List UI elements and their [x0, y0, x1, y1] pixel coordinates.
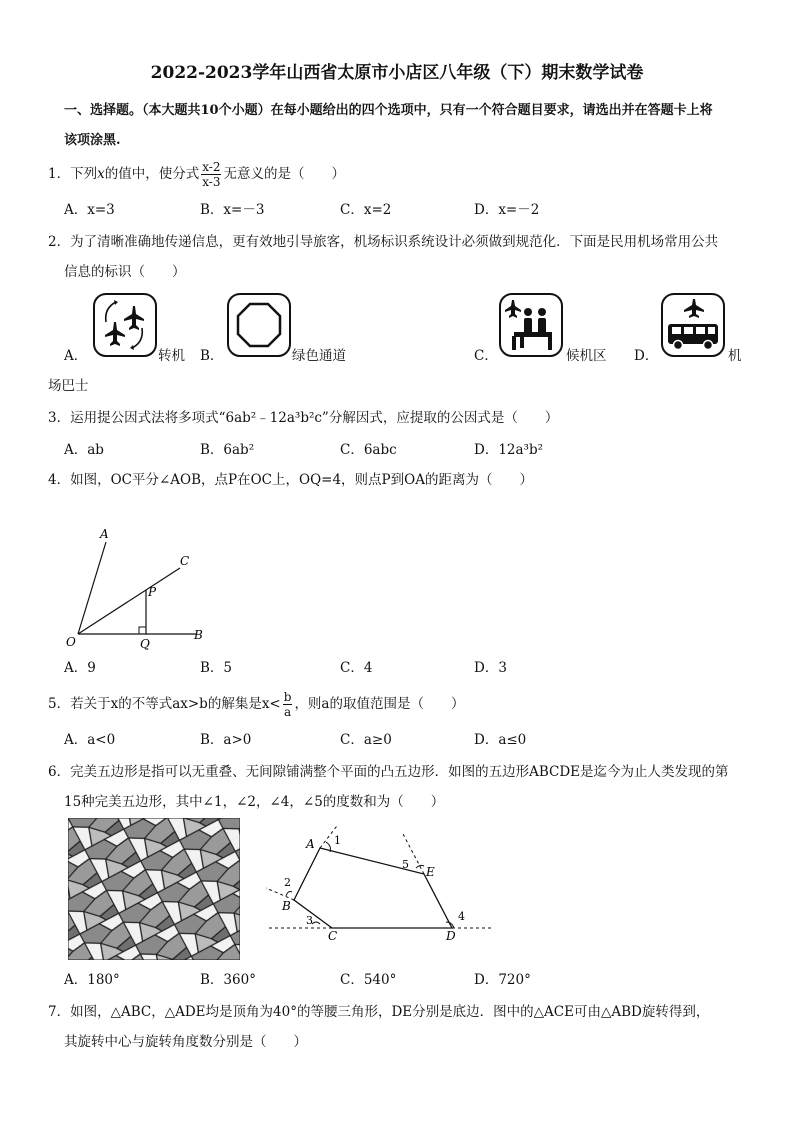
q6-label-4: 4	[458, 910, 465, 923]
question-1	[48, 160, 345, 189]
q2-option-d-label-wrap: 场巴士	[48, 378, 89, 394]
q2-option-d-label: 机	[728, 348, 742, 364]
q6-option-c[interactable]: C．540°	[340, 972, 397, 988]
q3-option-d[interactable]: D．12a³b²	[474, 442, 544, 458]
question-4: 4．如图，OC平分∠AOB，点P在OC上，OQ=4，则点P到OA的距离为（ ）	[48, 472, 533, 488]
q4-label-p: P	[148, 585, 157, 599]
section-line-2: 该项涂黑.	[64, 133, 121, 148]
q1-option-a[interactable]: A．x=3	[64, 202, 115, 218]
q6-label-5: 5	[402, 858, 409, 871]
q4-label-b: B	[194, 628, 203, 642]
section-heading	[64, 96, 754, 156]
q6-label-d: D	[446, 929, 456, 943]
q6-option-b[interactable]: B．360°	[200, 972, 256, 988]
section-line-1: 一、选择题。（本大题共10个小题）在每小题给出的四个选项中，只有一个符合题目要求，请选出并在答题卡上将	[64, 103, 713, 118]
q4-option-a[interactable]: A．9	[64, 660, 96, 676]
q1-option-d[interactable]: D．x=－2	[474, 202, 540, 218]
question-6-line-2: 15种完美五边形，其中∠1，∠2，∠4，∠5的度数和为（ ）	[64, 794, 445, 810]
q6-label-1: 1	[334, 834, 341, 847]
q6-label-e: E	[426, 865, 435, 879]
q4-option-b[interactable]: B．5	[200, 660, 233, 676]
q4-label-o: O	[66, 635, 76, 649]
q4-label-c: C	[180, 554, 190, 568]
q1-option-b[interactable]: B．x=－3	[200, 202, 265, 218]
pentagon-abcde-figure	[262, 826, 502, 946]
q1-text-pre: 1．下列	[48, 166, 98, 182]
q4-option-d[interactable]: D．3	[474, 660, 507, 676]
question-2-line-1: 2．为了清晰准确地传递信息，更有效地引导旅客，机场标识系统设计必须做到规范化．下面是民用机场常用公共	[48, 234, 719, 250]
waiting-area-sign-icon	[498, 292, 564, 358]
q5-numerator: b	[283, 690, 292, 704]
q1-denominator: x-3	[202, 175, 221, 189]
q5-text-post: ，则a的取值范围是（ ）	[294, 696, 465, 712]
q2-option-d-letter[interactable]: D．	[634, 348, 659, 364]
q6-label-2: 2	[284, 876, 291, 889]
airport-bus-sign-icon	[660, 292, 726, 358]
q6-label-c: C	[328, 929, 338, 943]
q1-text-mid: 的值中，使分式	[104, 166, 200, 182]
pentagon-tiling-image	[68, 818, 240, 960]
question-2-line-2: 信息的标识（ ）	[64, 264, 186, 280]
q2-option-c-label: 候机区	[566, 348, 607, 364]
question-3: 3．运用提公因式法将多项式“6ab²﹣12a³b²c”分解因式，应提取的公因式是（ ）	[48, 410, 559, 426]
q5-fraction	[283, 690, 293, 719]
q6-label-a: A	[306, 837, 315, 851]
q1-option-c[interactable]: C．x=2	[340, 202, 392, 218]
q6-option-a[interactable]: A．180°	[64, 972, 120, 988]
q1-numerator: x-2	[202, 160, 221, 174]
q2-option-c-letter[interactable]: C．	[474, 348, 498, 364]
q5-denominator: a	[284, 705, 292, 719]
q2-option-a-label: 转机	[158, 348, 185, 364]
transfer-sign-icon	[92, 292, 158, 358]
q5-option-d[interactable]: D．a≤0	[474, 732, 527, 748]
q2-option-b-letter[interactable]: B．	[200, 348, 224, 364]
green-channel-sign-icon	[226, 292, 292, 358]
q3-option-b[interactable]: B．6ab²	[200, 442, 255, 458]
q2-option-b-label: 绿色通道	[292, 348, 346, 364]
q6-label-3: 3	[306, 914, 313, 927]
q5-option-b[interactable]: B．a>0	[200, 732, 252, 748]
q2-option-a-letter[interactable]: A．	[64, 348, 88, 364]
q5-option-a[interactable]: A．a<0	[64, 732, 116, 748]
q5-option-c[interactable]: C．a≥0	[340, 732, 392, 748]
q4-option-c[interactable]: C．4	[340, 660, 373, 676]
q5-text-pre: 5．若关于x的不等式ax>b的解集是x<	[48, 696, 281, 712]
question-5	[48, 690, 465, 719]
q1-var: x	[97, 166, 105, 182]
page-title: 2022-2023学年山西省太原市小店区八年级（下）期末数学试卷	[150, 63, 644, 83]
q4-angle-figure	[60, 522, 220, 652]
q6-option-d[interactable]: D．720°	[474, 972, 531, 988]
question-7-line-1: 7．如图，△ABC，△ADE均是顶角为40°的等腰三角形，DE分别是底边．图中的△ACE可由△ABD旋转得到，	[48, 1004, 710, 1020]
question-7-line-2: 其旋转中心与旋转角度数分别是（ ）	[64, 1034, 307, 1050]
q3-option-a[interactable]: A．ab	[64, 442, 104, 458]
q4-label-q: Q	[140, 637, 150, 651]
q1-fraction	[201, 160, 221, 189]
q3-option-c[interactable]: C．6abc	[340, 442, 397, 458]
question-6-line-1: 6．完美五边形是指可以无重叠、无间隙铺满整个平面的凸五边形．如图的五边形ABCDE是迄今为止人类发现的第	[48, 764, 729, 780]
q4-label-a: A	[100, 527, 109, 541]
q6-label-b: B	[282, 899, 291, 913]
q1-text-post: 无意义的是（ ）	[223, 166, 345, 182]
